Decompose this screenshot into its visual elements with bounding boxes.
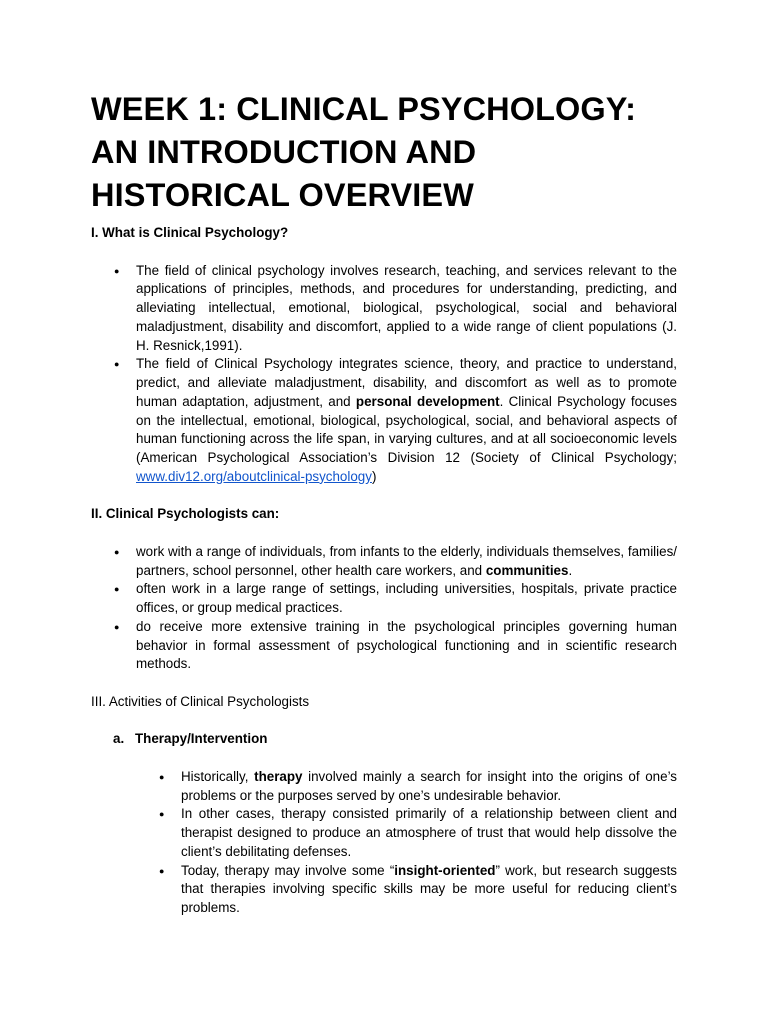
section-1-list bbox=[91, 262, 677, 487]
bold-term: therapy bbox=[254, 768, 303, 784]
subsection-a-heading bbox=[91, 730, 677, 749]
bullet-text: . Clinical Psychology focuses on the intellectual, emotional, biological, psychological, social, and behavioral aspects of human functioning across the life span, in varying cultures, and at all socioeconomic levels (American Psychological Association’s Division 12 (Society of Clinical Psychology; bbox=[136, 393, 677, 465]
bold-term: insight-oriented bbox=[394, 862, 496, 878]
bullet-text: . bbox=[568, 562, 573, 578]
section-1-heading: I. What is Clinical Psychology? bbox=[91, 225, 289, 240]
title-line-2: AN INTRODUCTION AND bbox=[91, 134, 477, 170]
list-item bbox=[136, 355, 677, 486]
section-2-list bbox=[91, 543, 677, 674]
bullet-text: Today, therapy may involve some “ bbox=[181, 862, 395, 878]
div12-link[interactable]: www.div12.org/aboutclinical-psychology bbox=[136, 468, 372, 484]
bullet-text: ) bbox=[371, 468, 377, 484]
bullet-text: work with a range of individuals, from infants to the elderly, individuals themselves, families/ partners, school personnel, other health care workers, and bbox=[136, 543, 677, 578]
list-item bbox=[136, 262, 677, 356]
bold-term: communities bbox=[485, 562, 569, 578]
bullet-text: ” work, but research suggests that therapies involving specific skills may be more useful for reducing client’s problems. bbox=[181, 862, 677, 915]
list-item bbox=[136, 543, 677, 581]
subsection-marker: a. bbox=[113, 731, 125, 747]
bullet-text: In other cases, therapy consisted primarily of a relationship between client and therapist designed to produce an atmosphere of trust that would help dissolve the client’s debilitating defenses. bbox=[181, 806, 677, 859]
list-item bbox=[136, 580, 677, 618]
title-line-1: WEEK 1: CLINICAL PSYCHOLOGY: bbox=[91, 91, 637, 127]
bold-term: personal development bbox=[355, 393, 500, 409]
list-item bbox=[136, 618, 677, 674]
section-2-heading: II. Clinical Psychologists can: bbox=[91, 506, 280, 522]
list-item bbox=[181, 805, 677, 861]
subsection-title: Therapy/Intervention bbox=[135, 731, 268, 747]
bullet-text: Historically, bbox=[181, 768, 255, 784]
page-title bbox=[91, 88, 677, 217]
bullet-text: do receive more extensive training in the psychological principles governing human behavior in formal assessment of psychological functioning and in scientific research methods. bbox=[136, 618, 677, 672]
bullet-text: The field of Clinical Psychology integrates science, theory, and practice to understand, predict, and alleviate maladjustment, disability, and discomfort as well as to promote human adaptation, adjustment, and bbox=[136, 356, 677, 409]
bullet-text: The field of clinical psychology involves research, teaching, and services relevant to the applications of principles, methods, and procedures for understanding, predicting, and alleviating intellectual, emotional, biological, psychological, social and behavioral maladjustment, disability and discomfort, applied to a wide range of client populations (J. H. Resnick,1991). bbox=[136, 262, 677, 353]
title-line-3: HISTORICAL OVERVIEW bbox=[91, 177, 474, 213]
bullet-text: often work in a large range of settings, including universities, hospitals, private practice offices, or group medical practices. bbox=[136, 581, 677, 615]
subsection-a-list bbox=[91, 768, 677, 918]
list-item bbox=[181, 768, 677, 806]
list-item bbox=[181, 862, 677, 918]
section-3-heading: III. Activities of Clinical Psychologists bbox=[91, 693, 310, 709]
bullet-text: involved mainly a search for insight into the origins of one’s problems or the purposes served by one’s undesirable behavior. bbox=[181, 768, 677, 803]
